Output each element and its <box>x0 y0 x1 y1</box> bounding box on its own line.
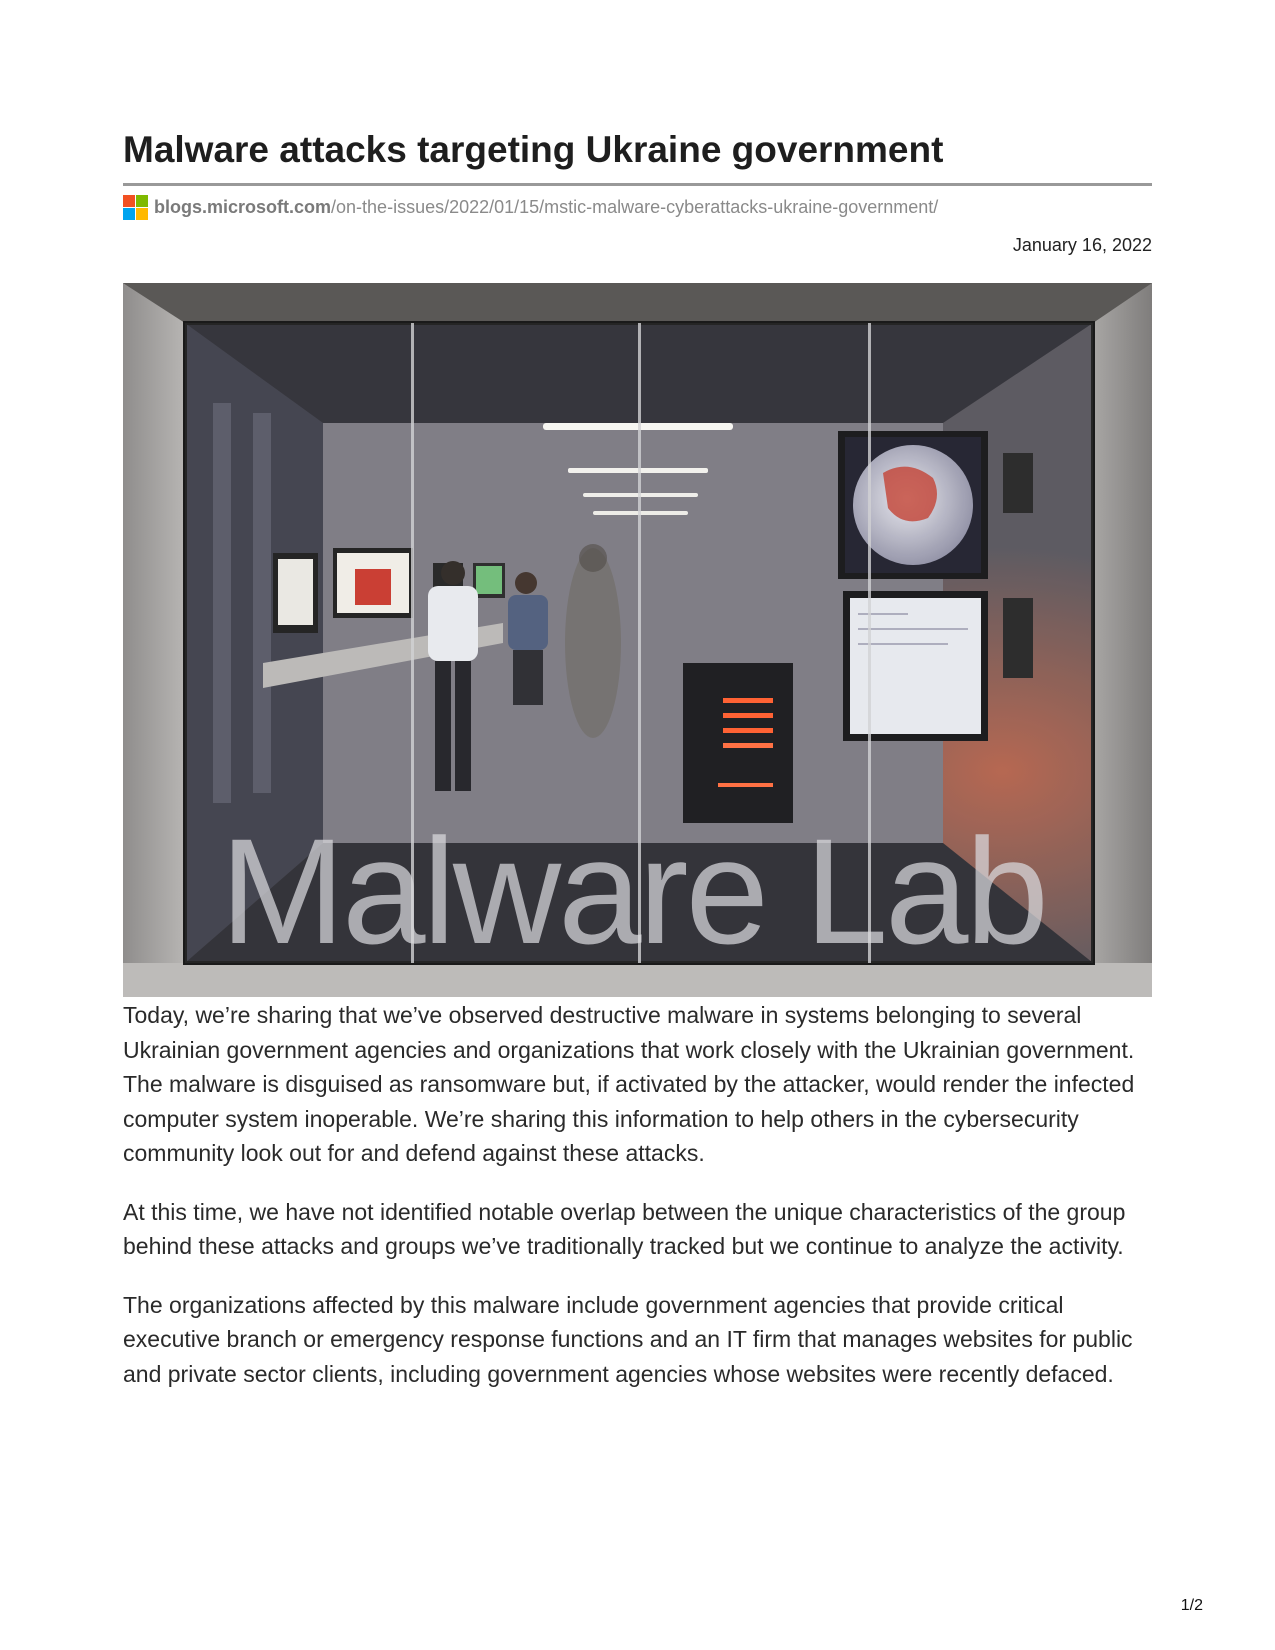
page-number: 1/2 <box>1180 1597 1203 1614</box>
article-body <box>123 998 1152 1415</box>
microsoft-logo-icon <box>123 195 148 220</box>
malware-lab-glass-text: Malware Lab <box>220 807 1046 975</box>
source-url[interactable] <box>123 194 938 220</box>
article-date: January 16, 2022 <box>1012 235 1152 255</box>
article-paragraph: The organizations affected by this malware include government agencies that provide critical executive branch or emergency response functions and an IT firm that manages websites for public and private sector clients, including government agencies whose websites were recently defaced. <box>123 1291 1133 1387</box>
source-domain[interactable]: blogs.microsoft.com <box>154 196 332 217</box>
article-paragraph: Today, we’re sharing that we’ve observed destructive malware in systems belonging to several Ukrainian government agencies and organizations that work closely with the Ukrainian government. The malware is disguised as ransomware but, if activated by the attacker, would render the infected computer system inoperable. We’re sharing this information to help others in the cybersecurity community look out for and defend against these attacks. <box>123 1002 1135 1166</box>
source-path[interactable]: /on-the-issues/2022/01/15/mstic-malware-cyberattacks-ukraine-government/ <box>331 196 939 217</box>
hero-image <box>123 283 1152 997</box>
title-divider <box>123 183 1152 186</box>
article-title: Malware attacks targeting Ukraine government <box>123 129 944 170</box>
malware-lab-photo <box>123 283 1152 997</box>
article-paragraph: At this time, we have not identified notable overlap between the unique characteristics of the group behind these attacks and groups we’ve traditionally tracked but we continue to analyze the activity. <box>123 1198 1126 1259</box>
